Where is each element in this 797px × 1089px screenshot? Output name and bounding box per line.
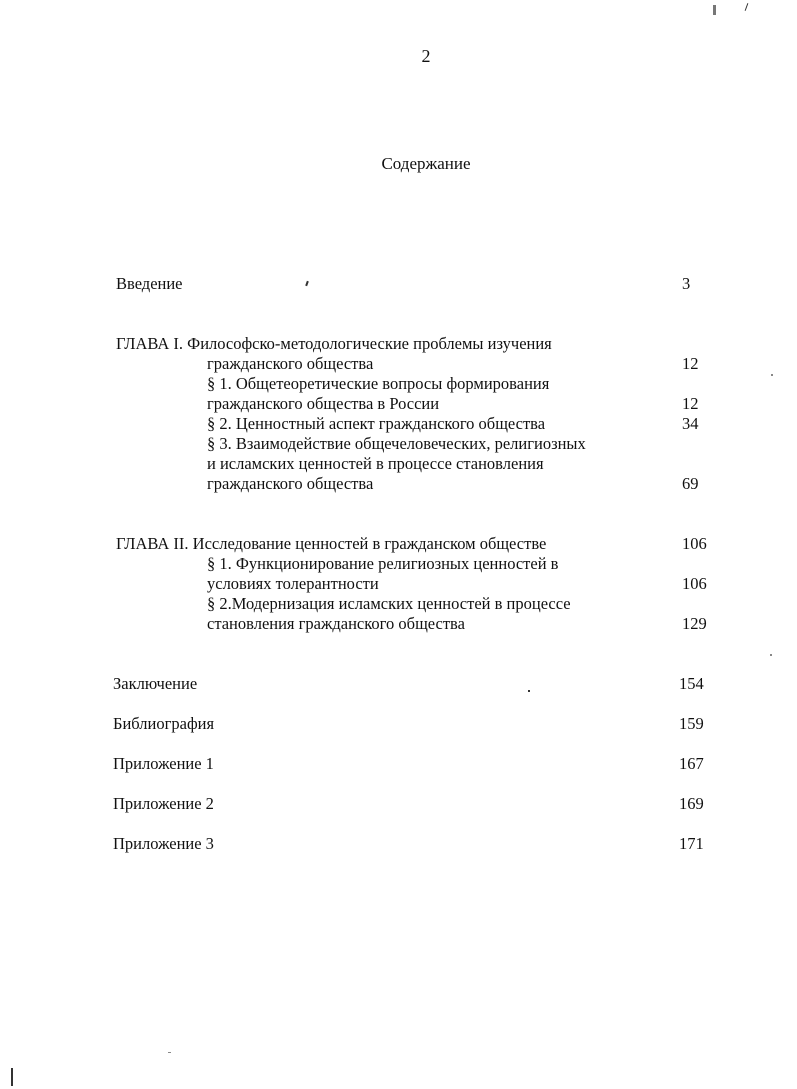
toc-page-chapter-1: 12 [682, 354, 699, 373]
toc-entry-appendix-1: Приложение 1 [113, 754, 214, 773]
toc-chapter-1-title: ГЛАВА I. Философско-методологические проблемы изучения [116, 334, 552, 353]
toc-page-section-2-1: 106 [682, 574, 707, 593]
scan-speck [305, 281, 309, 286]
toc-page-appendix-2: 169 [679, 794, 704, 813]
toc-chapter-1-title-cont: гражданского общества [207, 354, 374, 373]
toc-page-bibliography: 159 [679, 714, 704, 733]
toc-page-section-1-1: 12 [682, 394, 699, 413]
toc-page-section-2-2: 129 [682, 614, 707, 633]
scan-speck [745, 3, 749, 11]
toc-title: Содержание [381, 154, 471, 173]
toc-page-chapter-2: 106 [682, 534, 707, 553]
toc-page-section-1-2: 34 [682, 414, 699, 433]
scan-speck [713, 5, 716, 15]
toc-page-intro: 3 [682, 274, 691, 293]
toc-section-2-1-cont: условиях толерантности [207, 574, 379, 593]
toc-page-appendix-3: 171 [679, 834, 704, 853]
toc-section-1-3-cont: и исламских ценностей в процессе становления [207, 454, 544, 473]
toc-entry-appendix-2: Приложение 2 [113, 794, 214, 813]
toc-section-1-2: § 2. Ценностный аспект гражданского общества [207, 414, 546, 433]
scan-speck [528, 690, 530, 692]
toc-section-2-2-cont: становления гражданского общества [207, 614, 465, 633]
page-number: 2 [421, 46, 431, 66]
scan-speck [168, 1052, 171, 1053]
toc-section-1-1-cont: гражданского общества в России [207, 394, 440, 413]
toc-entry-conclusion: Заключение [113, 674, 198, 693]
toc-section-1-1: § 1. Общетеоретические вопросы формирования [207, 374, 550, 393]
toc-section-2-2: § 2.Модернизация исламских ценностей в процессе [207, 594, 571, 613]
toc-page-section-1-3: 69 [682, 474, 699, 493]
scan-speck [770, 654, 772, 656]
scan-speck [771, 374, 773, 376]
toc-section-2-1: § 1. Функционирование религиозных ценностей в [207, 554, 559, 573]
toc-entry-appendix-3: Приложение 3 [113, 834, 214, 853]
toc-entry-bibliography: Библиография [113, 714, 215, 733]
toc-entry-intro: Введение [116, 274, 183, 293]
toc-page-appendix-1: 167 [679, 754, 704, 773]
toc-page-conclusion: 154 [679, 674, 704, 693]
toc-section-1-3: § 3. Взаимодействие общечеловеческих, религиозных [207, 434, 586, 453]
toc-chapter-2-title: ГЛАВА II. Исследование ценностей в гражданском обществе [116, 534, 547, 553]
toc-section-1-3-cont2: гражданского общества [207, 474, 374, 493]
scan-speck [11, 1068, 13, 1086]
